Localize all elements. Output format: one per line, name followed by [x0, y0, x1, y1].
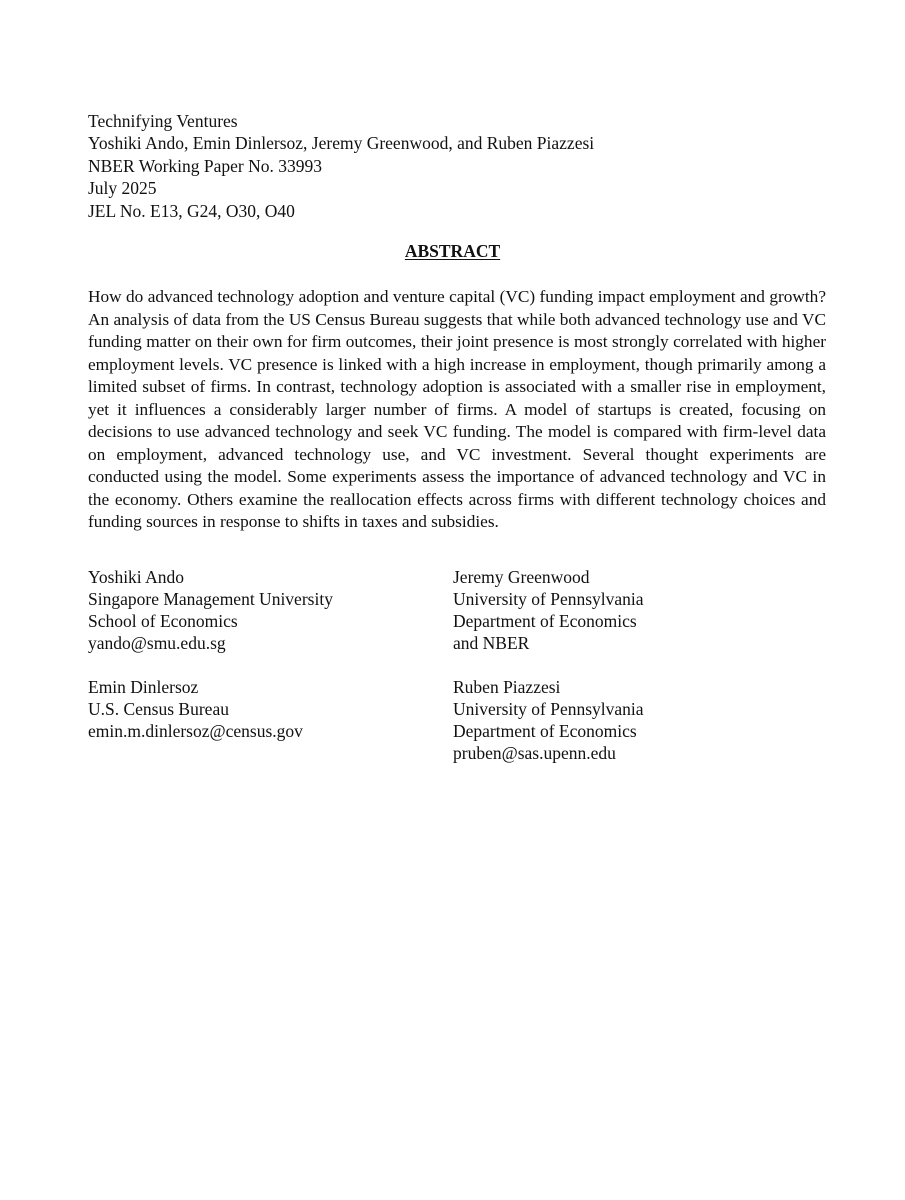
abstract-text: How do advanced technology adoption and venture capital (VC) funding impact employment and growth? An analysis of data from the US Census Bureau suggests that while both advanced technology use and VC funding matter on their own for firm outcomes, their joint presence is most strongly correlated with higher employment levels. VC presence is linked with a high increase in employment, though primarily among a limited subset of firms. In contrast, technology adoption is associated with a smaller rise in employment, yet it influences a considerably larger number of firms. A model of startups is created, focusing on decisions to use advanced technology and seek VC funding. The model is compared with firm-level data on employment, advanced technology use, and VC investment. Several thought experiments are conducted using the model. Some experiments assess the importance of advanced technology and VC in the economy. Others examine the reallocation effects across firms with different technology choices and funding sources in response to shifts in taxes and subsidies. [88, 287, 826, 531]
working-paper-number: NBER Working Paper No. 33993 [88, 155, 323, 176]
paper-title: Technifying Ventures [88, 111, 238, 131]
publication-date: July 2025 [88, 178, 157, 199]
author-block [453, 566, 644, 654]
author-name: Jeremy Greenwood [453, 567, 590, 587]
author-email: pruben@sas.upenn.edu [453, 743, 616, 763]
author-block [88, 676, 303, 742]
author-affiliation-extra: and NBER [453, 633, 530, 653]
jel-codes: JEL No. E13, G24, O30, O40 [88, 200, 295, 221]
author-list: Yoshiki Ando, Emin Dinlersoz, Jeremy Greenwood, and Ruben Piazzesi [88, 133, 595, 154]
author-name: Ruben Piazzesi [453, 677, 561, 697]
author-department: Department of Economics [453, 721, 637, 741]
author-affiliation: University of Pennsylvania [453, 699, 644, 719]
author-affiliation: U.S. Census Bureau [88, 699, 229, 719]
author-block [453, 676, 644, 764]
author-affiliation: Singapore Management University [88, 589, 333, 609]
author-email: yando@smu.edu.sg [88, 633, 226, 653]
author-email: emin.m.dinlersoz@census.gov [88, 721, 303, 741]
author-department: School of Economics [88, 611, 238, 631]
abstract-heading: ABSTRACT [404, 241, 501, 261]
author-block [88, 566, 333, 654]
author-department: Department of Economics [453, 611, 637, 631]
author-name: Yoshiki Ando [88, 567, 184, 587]
author-affiliation: University of Pennsylvania [453, 589, 644, 609]
paper-header [88, 110, 594, 222]
author-name: Emin Dinlersoz [88, 677, 199, 697]
